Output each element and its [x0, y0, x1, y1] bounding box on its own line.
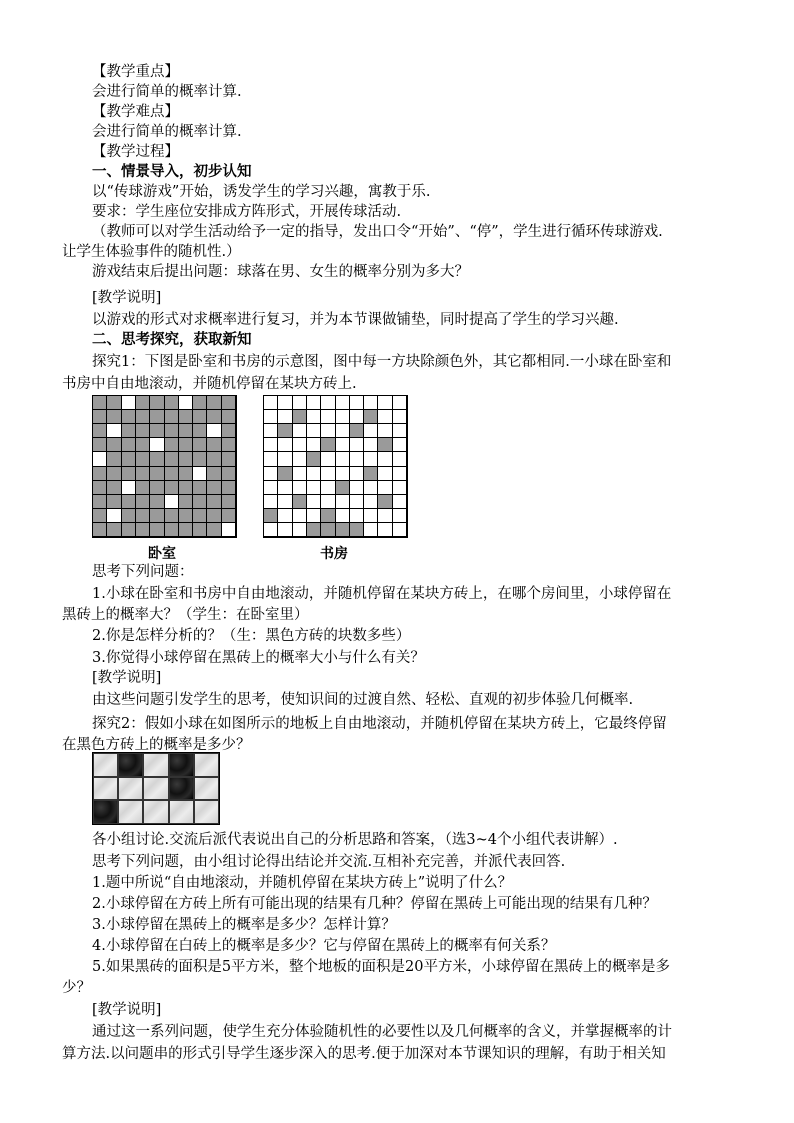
text-line: 3.小球停留在黑砖上的概率是多少？怎样计算？ [92, 917, 396, 933]
dark-tile [165, 467, 179, 481]
dark-tile [222, 438, 236, 452]
dark-tile [107, 452, 121, 466]
white-tile [293, 467, 307, 481]
dark-tile [293, 495, 307, 509]
white-tile [165, 495, 179, 509]
white-tile [278, 452, 292, 466]
white-tile [307, 495, 321, 509]
white-tile [393, 452, 407, 466]
white-tile [264, 438, 278, 452]
white-tile [378, 452, 392, 466]
white-tile [264, 523, 278, 537]
white-tile [336, 424, 350, 438]
dark-tile [321, 509, 335, 523]
dark-tile [179, 481, 193, 495]
white-tile [264, 495, 278, 509]
white-tile [264, 481, 278, 495]
white-tile [293, 481, 307, 495]
dark-tile [207, 495, 221, 509]
dark-tile [193, 410, 207, 424]
text-line: 5.如果黑砖的面积是5平方米，整个地板的面积是20平方米，小球停留在黑砖上的概率是多 [92, 959, 671, 975]
dark-tile [222, 396, 236, 410]
dark-tile [150, 410, 164, 424]
dark-tile [307, 452, 321, 466]
white-tile [321, 424, 335, 438]
dark-tile [207, 396, 221, 410]
text-line: 让学生体验事件的随机性.） [62, 244, 241, 260]
white-tile [321, 410, 335, 424]
white-tile [364, 509, 378, 523]
white-tile [293, 438, 307, 452]
dark-tile [207, 481, 221, 495]
white-tile [378, 481, 392, 495]
white-tile [350, 410, 364, 424]
dark-tile [179, 424, 193, 438]
text-line: 由这些问题引发学生的思考，使知识间的过渡自然、轻松、直观的初步体验几何概率. [92, 692, 634, 708]
dark-tile [179, 495, 193, 509]
white-tile [278, 481, 292, 495]
dark-tile [150, 481, 164, 495]
white-tile [179, 396, 193, 410]
white-tile [122, 396, 136, 410]
dark-tile [165, 424, 179, 438]
dark-tile [93, 467, 107, 481]
dark-tile [293, 410, 307, 424]
dark-tile [122, 424, 136, 438]
white-tile [122, 481, 136, 495]
dark-tile [222, 481, 236, 495]
white-tile [193, 467, 207, 481]
white-tile [364, 424, 378, 438]
dark-tile [165, 523, 179, 537]
dark-tile [136, 495, 150, 509]
dark-tile [207, 467, 221, 481]
white-tile [364, 495, 378, 509]
text-line: 会进行简单的概率计算. [92, 84, 242, 100]
white-tile [350, 438, 364, 452]
white-tile [293, 523, 307, 537]
dark-tile [364, 467, 378, 481]
white-tile [378, 396, 392, 410]
note-heading: [教学说明] [92, 1002, 162, 1018]
dark-tile [122, 452, 136, 466]
dark-tile [107, 467, 121, 481]
dark-tile [122, 509, 136, 523]
white-tile [393, 438, 407, 452]
text-line: 通过这一系列问题，使学生充分体验随机性的必要性以及几何概率的含义，并掌握概率的计 [92, 1024, 672, 1040]
dark-tile [264, 509, 278, 523]
dark-tile [179, 410, 193, 424]
text-line: 2.小球停留在方砖上所有可能出现的结果有几种？停留在黑砖上可能出现的结果有几种？ [92, 896, 657, 912]
dark-tile [136, 481, 150, 495]
dark-tile [93, 523, 107, 537]
text-line: 2.你是怎样分析的？（生：黑色方砖的块数多些） [92, 628, 411, 644]
white-tile [264, 467, 278, 481]
black-tile [93, 800, 118, 824]
bedroom-floor-figure [92, 395, 237, 538]
dark-tile [179, 438, 193, 452]
text-line: 思考下列问题： [92, 564, 194, 580]
study-floor-figure [263, 395, 408, 538]
dark-tile [193, 424, 207, 438]
white-tile [278, 523, 292, 537]
dark-tile [136, 509, 150, 523]
text-line: 各小组讨论.交流后派代表说出自己的分析思路和答案，（选3~4个小组代表讲解）. [92, 832, 618, 848]
heading-process: 【教学过程】 [92, 144, 179, 160]
white-tile [278, 438, 292, 452]
dark-tile [222, 467, 236, 481]
study-caption: 书房 [320, 546, 348, 562]
dark-tile [193, 481, 207, 495]
white-tile [307, 424, 321, 438]
white-tile [107, 509, 121, 523]
white-tile [378, 424, 392, 438]
note-heading: [教学说明] [92, 670, 162, 686]
white-tile [143, 753, 168, 777]
dark-tile [307, 523, 321, 537]
dark-tile [136, 452, 150, 466]
text-line: 探究1：下图是卧室和书房的示意图，图中每一方块除颜色外，其它都相同.一小球在卧室和 [92, 354, 672, 370]
dark-tile [222, 424, 236, 438]
white-tile [350, 452, 364, 466]
dark-tile [193, 452, 207, 466]
dark-tile [165, 509, 179, 523]
white-tile [118, 800, 143, 824]
white-tile [364, 481, 378, 495]
dark-tile [350, 523, 364, 537]
text-line: 思考下列问题，由小组讨论得出结论并交流.互相补充完善，并派代表回答. [92, 854, 566, 870]
dark-tile [150, 452, 164, 466]
dark-tile [165, 452, 179, 466]
text-line: 1.小球在卧室和书房中自由地滚动，并随机停留在某块方砖上，在哪个房间里，小球停留在 [92, 586, 672, 602]
section-heading-2: 二、思考探究，获取新知 [92, 331, 252, 348]
dark-tile [122, 410, 136, 424]
white-tile [264, 396, 278, 410]
dark-tile [179, 467, 193, 481]
dark-tile [107, 410, 121, 424]
text-line: 游戏结束后提出问题：球落在男、女生的概率分别为多大？ [92, 264, 469, 280]
dark-tile [336, 481, 350, 495]
section-heading-1: 一、情景导入，初步认知 [92, 163, 252, 180]
text-line: 书房中自由地滚动，并随机停留在某块方砖上. [62, 376, 357, 392]
white-tile [293, 396, 307, 410]
dark-tile [93, 438, 107, 452]
text-line: 要求：学生座位安排成方阵形式，开展传球活动. [92, 204, 402, 220]
white-tile [307, 438, 321, 452]
white-tile [307, 410, 321, 424]
white-tile [321, 481, 335, 495]
dark-tile [150, 424, 164, 438]
dark-tile [107, 396, 121, 410]
white-tile [321, 467, 335, 481]
dark-tile [107, 495, 121, 509]
white-tile [378, 523, 392, 537]
dark-tile [179, 509, 193, 523]
dark-tile [136, 396, 150, 410]
white-tile [264, 410, 278, 424]
white-tile [364, 452, 378, 466]
white-tile [107, 424, 121, 438]
white-tile [321, 495, 335, 509]
text-line: （教师可以对学生活动给予一定的指导，发出口令“开始”、“停”，学生进行循环传球游戏. [92, 224, 663, 240]
text-line: 会进行简单的概率计算. [92, 124, 242, 140]
white-tile [321, 396, 335, 410]
white-tile [393, 495, 407, 509]
heading-focus: 【教学重点】 [92, 64, 179, 80]
white-tile [321, 452, 335, 466]
dark-tile [207, 509, 221, 523]
white-tile [393, 481, 407, 495]
dark-tile [193, 396, 207, 410]
white-tile [194, 777, 219, 801]
white-tile [336, 438, 350, 452]
white-tile [336, 467, 350, 481]
dark-tile [165, 410, 179, 424]
white-tile [307, 509, 321, 523]
dark-tile [150, 495, 164, 509]
white-tile [350, 495, 364, 509]
text-line: 1.题中所说“自由地滚动，并随机停留在某块方砖上”说明了什么？ [92, 875, 513, 891]
dark-tile [136, 410, 150, 424]
dark-tile [222, 509, 236, 523]
black-tile [169, 777, 194, 801]
text-line: 3.你觉得小球停留在黑砖上的概率大小与什么有关？ [92, 650, 425, 666]
white-tile [194, 800, 219, 824]
dark-tile [150, 396, 164, 410]
white-tile [93, 753, 118, 777]
dark-tile [93, 396, 107, 410]
dark-tile [179, 452, 193, 466]
text-line: 在黑色方砖上的概率是多少？ [62, 737, 251, 753]
white-tile [278, 410, 292, 424]
white-tile [307, 396, 321, 410]
dark-tile [93, 424, 107, 438]
dark-tile [107, 438, 121, 452]
black-tile [169, 753, 194, 777]
dark-tile [107, 523, 121, 537]
dark-tile [336, 523, 350, 537]
dark-tile [136, 424, 150, 438]
white-tile [336, 410, 350, 424]
dark-tile [193, 438, 207, 452]
dark-tile [150, 509, 164, 523]
text-line: 探究2：假如小球在如图所示的地板上自由地滚动，并随机停留在某块方砖上，它最终停留 [92, 716, 667, 732]
white-tile [150, 438, 164, 452]
dark-tile [193, 523, 207, 537]
white-tile [293, 452, 307, 466]
text-line: 以游戏的形式对求概率进行复习，并为本节课做铺垫，同时提高了学生的学习兴趣. [92, 312, 619, 328]
white-tile [364, 396, 378, 410]
white-tile [336, 396, 350, 410]
text-line: 少？ [62, 980, 91, 996]
dark-tile [136, 438, 150, 452]
black-tile [118, 753, 143, 777]
dark-tile [122, 438, 136, 452]
dark-tile [378, 495, 392, 509]
dark-tile [222, 452, 236, 466]
white-tile [222, 523, 236, 537]
heading-difficulty: 【教学难点】 [92, 104, 179, 120]
white-tile [278, 495, 292, 509]
white-tile [93, 452, 107, 466]
white-tile [393, 523, 407, 537]
dark-tile [93, 481, 107, 495]
dark-tile [136, 467, 150, 481]
white-tile [143, 777, 168, 801]
text-line: 黑砖上的概率大？（学生：在卧室里） [62, 607, 309, 623]
dark-tile [207, 452, 221, 466]
dark-tile [93, 495, 107, 509]
dark-tile [321, 438, 335, 452]
dark-tile [321, 523, 335, 537]
dark-tile [193, 495, 207, 509]
dark-tile [122, 467, 136, 481]
white-tile [378, 410, 392, 424]
dark-tile [93, 410, 107, 424]
dark-tile [278, 467, 292, 481]
dark-tile [165, 481, 179, 495]
white-tile [393, 509, 407, 523]
dark-tile [207, 410, 221, 424]
white-tile [293, 509, 307, 523]
dark-tile [122, 523, 136, 537]
white-tile [278, 509, 292, 523]
text-line: 以“传球游戏”开始，诱发学生的学习兴趣，寓教于乐. [92, 184, 431, 200]
white-tile [264, 452, 278, 466]
white-tile [336, 452, 350, 466]
dark-tile [107, 481, 121, 495]
white-tile [278, 396, 292, 410]
white-tile [364, 438, 378, 452]
dark-tile [207, 523, 221, 537]
note-heading: [教学说明] [92, 290, 162, 306]
white-tile [264, 424, 278, 438]
text-line: 4.小球停留在白砖上的概率是多少？它与停留在黑砖上的概率有何关系？ [92, 938, 556, 954]
white-tile [169, 800, 194, 824]
white-tile [93, 777, 118, 801]
dark-tile [193, 509, 207, 523]
white-tile [393, 467, 407, 481]
dark-tile [278, 424, 292, 438]
dark-tile [350, 424, 364, 438]
white-tile [118, 777, 143, 801]
text-line: 算方法.以问题串的形式引导学生逐步深入的思考.便于加深对本节课知识的理解，有助于相关知 [62, 1046, 666, 1062]
white-tile [378, 467, 392, 481]
dark-tile [165, 438, 179, 452]
dark-tile [207, 438, 221, 452]
dark-tile [222, 410, 236, 424]
dark-tile [165, 396, 179, 410]
dark-tile [150, 467, 164, 481]
white-tile [350, 467, 364, 481]
white-tile [307, 467, 321, 481]
dark-tile [93, 509, 107, 523]
white-tile [393, 396, 407, 410]
white-tile [393, 424, 407, 438]
white-tile [364, 523, 378, 537]
white-tile [350, 509, 364, 523]
white-tile [194, 753, 219, 777]
dark-tile [378, 438, 392, 452]
white-tile [307, 481, 321, 495]
white-tile [207, 424, 221, 438]
dark-tile [136, 523, 150, 537]
dark-tile [222, 495, 236, 509]
dark-tile [122, 495, 136, 509]
white-tile [336, 495, 350, 509]
white-tile [293, 424, 307, 438]
bedroom-caption: 卧室 [148, 546, 176, 562]
dark-tile [150, 523, 164, 537]
white-tile [143, 800, 168, 824]
dark-tile [179, 523, 193, 537]
dark-tile [364, 410, 378, 424]
white-tile [350, 481, 364, 495]
white-tile [378, 509, 392, 523]
white-tile [393, 410, 407, 424]
floor-tiles-figure [92, 752, 220, 825]
white-tile [336, 509, 350, 523]
white-tile [350, 396, 364, 410]
